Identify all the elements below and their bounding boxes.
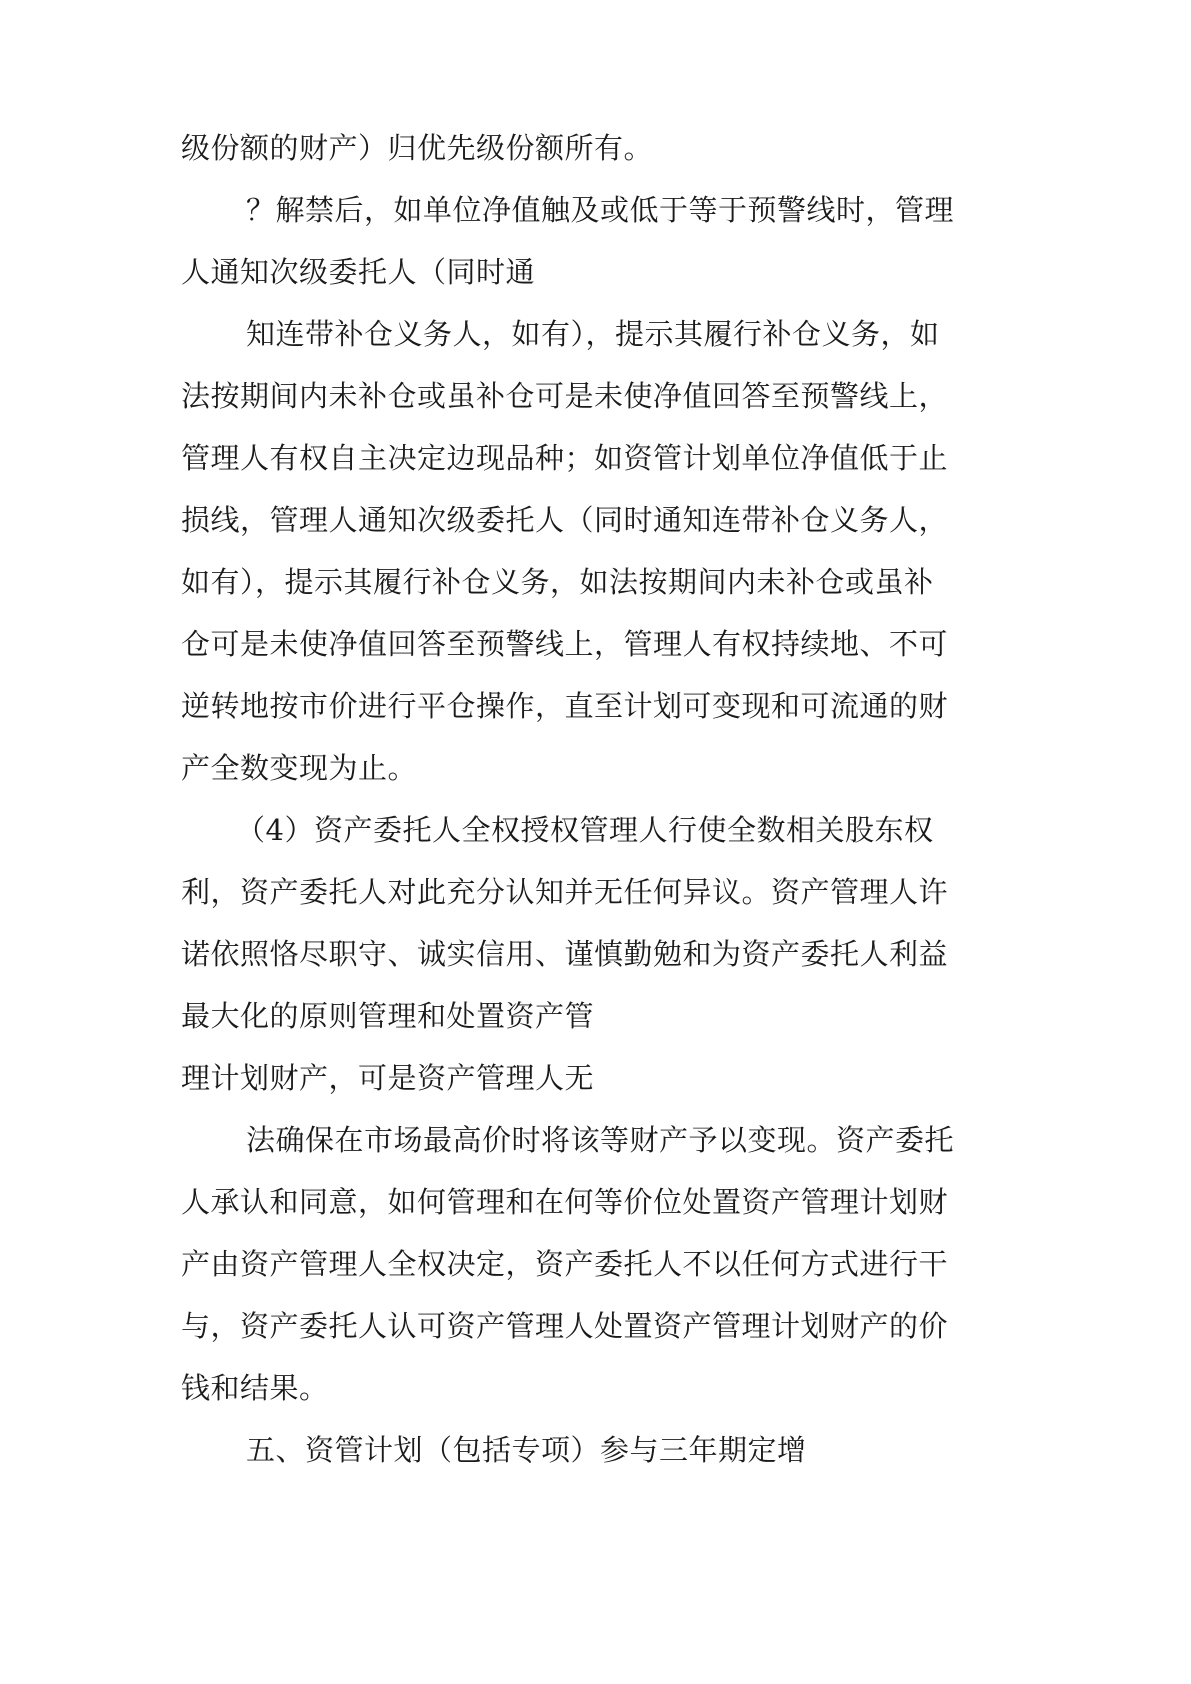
text-line: 产全数变现为止。 [181, 751, 418, 785]
text-line: 钱和结果。 [181, 1371, 329, 1405]
text-line: （4）资产委托人全权授权管理人行使全数相关股东权 [236, 813, 934, 847]
text-line: 管理人有权自主决定边现品种；如资管计划单位净值低于止 [181, 441, 949, 475]
text-line: 产由资产管理人全权决定，资产委托人不以任何方式进行干 [181, 1247, 949, 1281]
text-line: 理计划财产，可是资产管理人无 [181, 1061, 595, 1095]
text-line: ？解禁后，如单位净值触及或低于等于预警线时，管理 [246, 193, 955, 227]
section-heading: 五、资管计划（包括专项）参与三年期定增 [246, 1433, 807, 1467]
text-line: 与，资产委托人认可资产管理人处置资产管理计划财产的价 [181, 1309, 949, 1343]
text-line: 最大化的原则管理和处置资产管 [181, 999, 595, 1033]
text-line: 如有），提示其履行补仓义务，如法按期间内未补仓或虽补 [181, 565, 934, 599]
text-line: 利，资产委托人对此充分认知并无任何异议。资产管理人许 [181, 875, 949, 909]
text-line: 级份额的财产）归优先级份额所有。 [181, 131, 654, 165]
text-line: 知连带补仓义务人，如有），提示其履行补仓义务，如 [246, 317, 940, 351]
text-line: 仓可是未使净值回答至预警线上，管理人有权持续地、不可 [181, 627, 949, 661]
text-line: 损线，管理人通知次级委托人（同时通知连带补仓义务人， [181, 503, 949, 537]
text-line: 法按期间内未补仓或虽补仓可是未使净值回答至预警线上， [181, 379, 949, 413]
text-line: 人通知次级委托人（同时通 [181, 255, 536, 289]
text-line: 法确保在市场最高价时将该等财产予以变现。资产委托 [246, 1123, 955, 1157]
text-line: 人承认和同意，如何管理和在何等价位处置资产管理计划财 [181, 1185, 949, 1219]
text-line: 逆转地按市价进行平仓操作，直至计划可变现和可流通的财 [181, 689, 949, 723]
text-line: 诺依照恪尽职守、诚实信用、谨慎勤勉和为资产委托人利益 [181, 937, 949, 971]
